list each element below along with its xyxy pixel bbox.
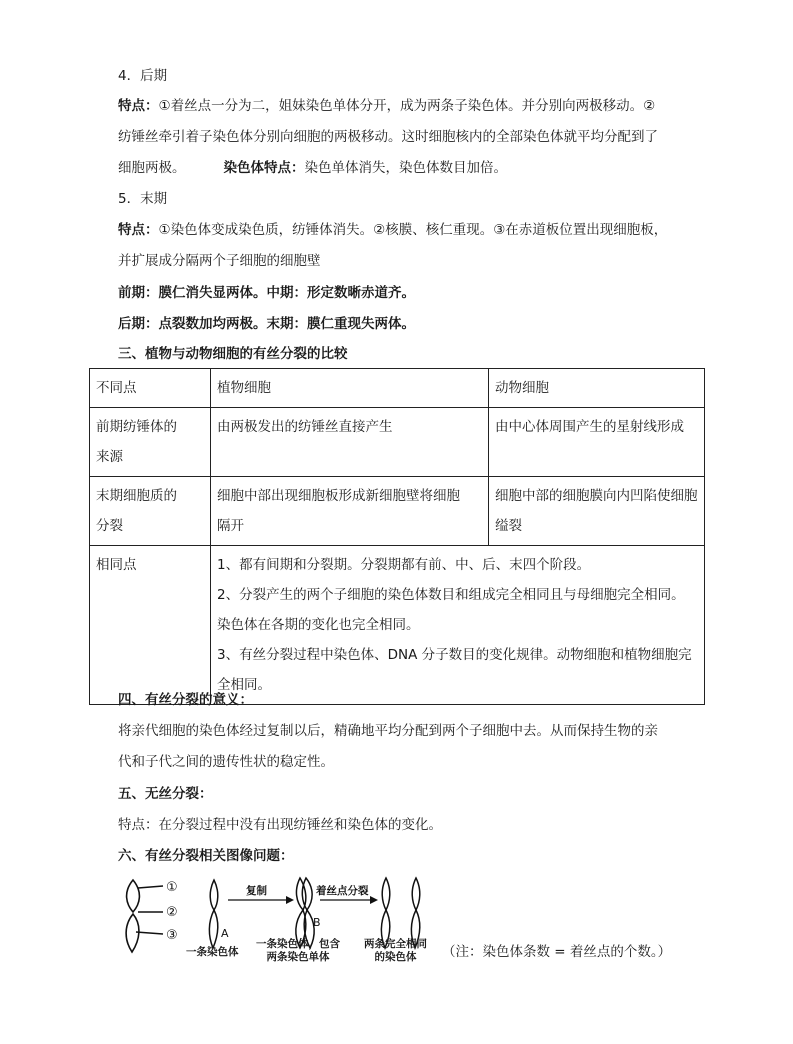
chromatid-lower [126,914,139,952]
amitosis-title: 五、无丝分裂： [118,786,213,802]
chromosome-a [209,880,217,948]
table-row [90,369,705,408]
header-cell: 不同点 [90,369,211,408]
caption-one-chromosome: 一条染色体 [186,946,239,958]
significance-title: 四、有丝分裂的意义： [118,692,253,708]
chromatid-upper-right [302,878,312,910]
caption-line: 两条染色单体 [266,951,330,963]
table-row [90,477,705,546]
telophase-feature-text1: ①染色体变成染色质，纺锤体消失。②核膜、核仁重现。③在赤道板位置出现细胞板， [158,222,668,238]
caption-one-chromosome-two-chromatids [256,938,340,964]
animal-cell: 由中心体周围产生的星射线形成 [489,408,705,477]
chromosome-feature-text: 染色单体消失，染色体数目加倍。 [304,160,507,176]
telophase-feature-line1 [118,220,667,240]
telophase-feature-line2: 并扩展成分隔两个子细胞的细胞壁 [118,253,321,269]
mnemonic-line2: 后期：点裂数加均两极。末期：膜仁重现失两体。 [118,316,415,332]
mnemonic-line1: 前期：膜仁消失显两体。中期：形定数晰赤道齐。 [118,285,415,301]
marker-2: ② [166,905,178,920]
anaphase-feature-text3: 细胞两极。 [118,160,186,176]
caption-line: 一条染色体，包含 [256,938,340,950]
cell-line: 前期纺锤体的 [96,419,177,435]
table-row [90,546,705,705]
cell-line: 2、分裂产生的两个子细胞的染色体数目和组成完全相同且与母细胞完全相同。 [217,587,685,603]
cell-line: 3、有丝分裂过程中染色体、DNA 分子数目的变化规律。动物细胞和植物细胞完 [217,647,692,663]
anaphase-feature-line3 [118,158,507,178]
comparison-title: 三、植物与动物细胞的有丝分裂的比较 [118,346,348,362]
pointer-line-3 [136,932,163,934]
caption-two-identical-chromosomes [364,938,427,964]
cell-line: 细胞中部的细胞膜向内凹陷使细胞 [495,488,698,504]
cell-line: 细胞中部出现细胞板形成新细胞壁将细胞 [217,488,460,504]
chromatid-upper [210,880,218,910]
cell-line: 分裂 [96,518,123,534]
similarities-cell [211,546,705,705]
cell-line: 1、都有间期和分裂期。分裂期都有前、中、后、末四个阶段。 [217,557,591,573]
marker-3: ③ [166,928,178,943]
pointer-line-1 [138,886,163,888]
arrow-split-label: 着丝点分裂 [316,885,369,897]
row-label-cell [90,477,211,546]
row-label-cell: 相同点 [90,546,211,705]
diagram-note: （注：染色体条数 = 着丝点的个数。） [442,944,672,960]
telophase-title: 5．末期 [118,191,168,207]
cell-line: 缢裂 [495,518,522,534]
chromatid-upper [382,878,390,910]
chromatid-upper [412,878,420,910]
cell-line: 染色体在各期的变化也完全相同。 [217,617,420,633]
table-row [90,408,705,477]
amitosis-text: 特点：在分裂过程中没有出现纺锤丝和染色体的变化。 [118,817,442,833]
anaphase-feature-line2: 纺锤丝牵引着子染色体分别向细胞的两极移动。这时细胞核内的全部染色体就平均分配到了 [118,129,658,145]
chromatid-lower [209,910,217,948]
images-title: 六、有丝分裂相关图像问题： [118,848,294,864]
significance-line1: 将亲代细胞的染色体经过复制以后，精确地平均分配到两个子细胞中去。从而保持生物的亲 [118,723,658,739]
cell-line: 隔开 [217,518,244,534]
letter-a: A [221,927,229,940]
anaphase-feature-line1 [118,96,655,116]
cell-line: 来源 [96,449,123,465]
plant-cell: 由两极发出的纺锤丝直接产生 [211,408,489,477]
arrow-split-head [370,896,378,904]
letter-b: B [313,916,321,929]
arrow-copy-label: 复制 [246,885,267,897]
marker-1: ① [166,880,178,895]
anaphase-feature-text1: ①着丝点一分为二，姐妹染色单体分开，成为两条子染色体。并分别向两极移动。② [158,98,656,114]
caption-line: 的染色体 [374,951,417,963]
chromatid-upper [127,880,140,912]
animal-cell [489,477,705,546]
cell-line: 末期细胞质的 [96,488,177,504]
chromosome-feature-label: 染色体特点： [223,160,305,176]
feature-label: 特点： [118,222,159,238]
comparison-table [89,368,705,705]
plant-cell [211,477,489,546]
feature-label: 特点： [118,98,159,114]
row-label-cell [90,408,211,477]
header-cell: 动物细胞 [489,369,705,408]
chromosome-main-figure [126,880,163,952]
anaphase-title: 4．后期 [118,68,168,84]
header-cell: 植物细胞 [211,369,489,408]
caption-line: 两条完全相同 [364,938,427,950]
cell-line: 全相同。 [217,677,271,693]
significance-line2: 代和子代之间的遗传性状的稳定性。 [118,754,334,770]
arrow-copy-head [286,896,294,904]
